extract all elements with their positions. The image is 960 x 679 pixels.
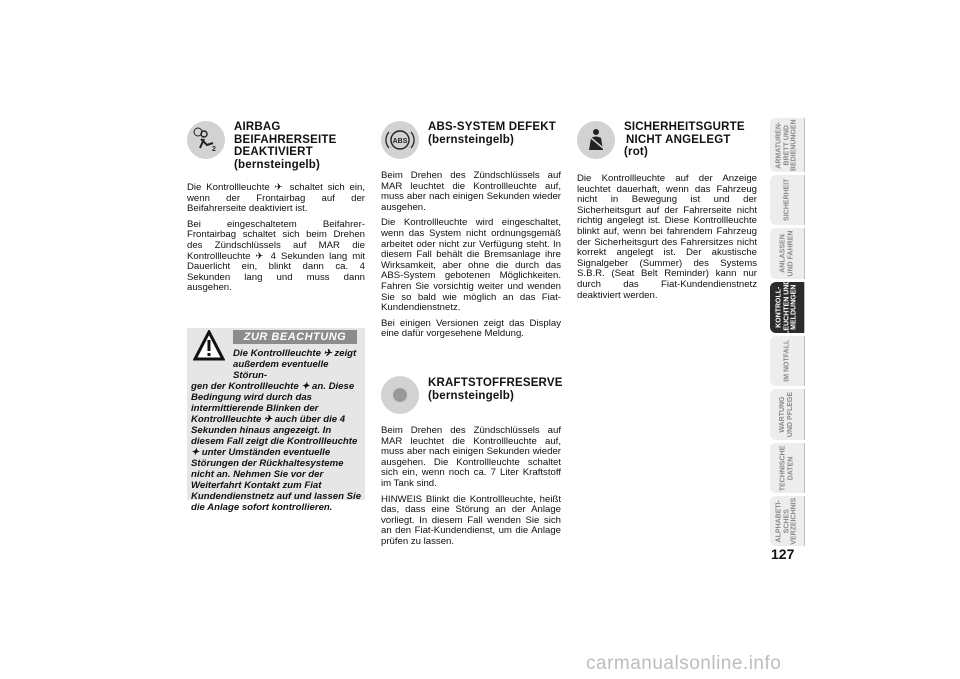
- watermark: carmanualsonline.info: [586, 653, 782, 674]
- abs-body: [381, 171, 561, 345]
- seatbelt-icon: [577, 121, 615, 159]
- tab-armaturenbrett[interactable]: ARMATUREN- BRETT UND BEDIENUNGEN: [770, 118, 805, 172]
- airbag-body: [187, 183, 365, 299]
- airbag-paragraph: Die Kontrollleuchte ✈ schaltet sich ein, wenn der Frontairbag auf der Beifahrerseite deaktiviert ist.: [187, 182, 365, 215]
- svg-text:ABS: ABS: [392, 138, 408, 145]
- page-number: 127: [771, 546, 795, 562]
- svg-text:2: 2: [212, 146, 216, 153]
- warning-text: [191, 348, 363, 513]
- warning-box: [187, 328, 365, 513]
- abs-icon: [381, 121, 419, 159]
- seatbelt-paragraph: Die Kontrollleuchte auf der Anzeige leuchtet dauerhaft, wenn das Fahrzeug nicht in Bewegung ist und der Sicherheitsgurt auf der Fahrerseite nicht richtig angelegt ist. Diese Kontrollleuchte blinkt auf, wenn bei fahrendem Fahrzeug der Sicherheitsgurt des Fahrersitzes nicht korrekt angelegt ist. Der akustische Signalgeber (Summer) des Systems S.B.R. (Seat Belt Reminder) kann nur durch das Fiat-Kundendienstnetz deaktiviert werden.: [577, 173, 757, 301]
- warning-intro: Die Kontrollleuchte ✈ zeigt außerdem eventuelle Störun-: [233, 348, 357, 381]
- tab-sicherheit[interactable]: SICHERHEIT: [770, 175, 805, 225]
- abs-heading: ABS-SYSTEM DEFEKT (bernsteingelb): [428, 121, 556, 146]
- seatbelt-heading: SICHERHEITSGURTE NICHT ANGELEGT (rot): [624, 121, 745, 158]
- abs-paragraph: Die Kontrollleuchte wird eingeschaltet, wenn das System nicht ordnungsgemäß arbeitet oder nicht zur Verfügung steht. In diesem Fall behält die Bremsanlage ihre Wirksamkeit, aber ohne die durch das ABS-System gebotenen Möglichkeiten. Fahren Sie vorsichtig weiter und wenden Sie so bald wie möglich an das Fiat-Kundendienstnetz.: [381, 217, 561, 314]
- airbag-heading: AIRBAG BEIFAHRERSEITE DEAKTIVIERT (bernsteingelb): [234, 121, 337, 171]
- fuel-paragraph: HINWEIS Blinkt die Kontrollleuchte, heißt das, dass eine Störung an der Anlage vorliegt. In diesem Fall wenden Sie sich an den Fiat-Kundendienst, um die Anlage prüfen zu lassen.: [381, 493, 561, 547]
- tab-im-notfall[interactable]: IM NOTFALL: [770, 336, 805, 386]
- fuel-reserve-icon: [381, 376, 419, 414]
- warning-title: ZUR BEACHTUNG: [233, 330, 357, 344]
- tab-verzeichnis[interactable]: ALPHABETI- SCHES VERZEICHNIS: [770, 496, 805, 546]
- abs-paragraph: Beim Drehen des Zündschlüssels auf MAR leuchtet die Kontrollleuchte auf, muss aber nach einigen Sekunden wieder ausgehen.: [381, 170, 561, 213]
- seatbelt-body: [577, 174, 757, 306]
- tab-technische-daten[interactable]: TECHNISCHE DATEN: [770, 443, 805, 493]
- warning-body: gen der Kontrollleuchte ✦ an. Diese Bedingung wird durch das intermittierende Blinken der Kontrollleuchte ✈ auch über die 4 Sekunden hinaus angezeigt. In diesem Fall zeigt die Kontrollleuchte ✦ unter Umständen eventuelle Störungen der Rückhaltesysteme nicht an. Nehmen Sie vor der Weiterfahrt Kontakt zum Fiat Kundendienstnetz auf und lassen Sie die Anlage sofort kontrollieren.: [191, 381, 362, 513]
- fuel-body: [381, 426, 561, 553]
- tab-anlassen[interactable]: ANLASSEN UND FAHREN: [770, 228, 805, 279]
- abs-paragraph: Bei einigen Versionen zeigt das Display eine dafür vorgesehene Meldung.: [381, 317, 561, 340]
- airbag-paragraph: Bei eingeschaltetem Beifahrer-Frontairbag schaltet sich beim Drehen des Zündschlüssels auf MAR die Kontrollleuchte ✈ 4 Sekunden lang mit Dauerlicht ein, blinkt dann ca. 4 Sekunden lang und muss dann ausgehen.: [187, 218, 365, 294]
- airbag-off-icon: [187, 121, 225, 159]
- tab-wartung[interactable]: WARTUNG UND PFLEGE: [770, 389, 805, 440]
- tab-kontrollleuchten[interactable]: KONTROLL- LEUCHTEN UND MELDUNGEN: [770, 282, 805, 333]
- fuel-paragraph: Beim Drehen des Zündschlüssels auf MAR leuchtet die Kontrollleuchte auf, muss aber nach einigen Sekunden wieder ausgehen. Die Kontrollleuchte schaltet sich ein, wenn noch ca. 7 Liter Kraftstoff im Tank sind.: [381, 425, 561, 489]
- fuel-heading: KRAFTSTOFFRESERVE (bernsteingelb): [428, 377, 563, 402]
